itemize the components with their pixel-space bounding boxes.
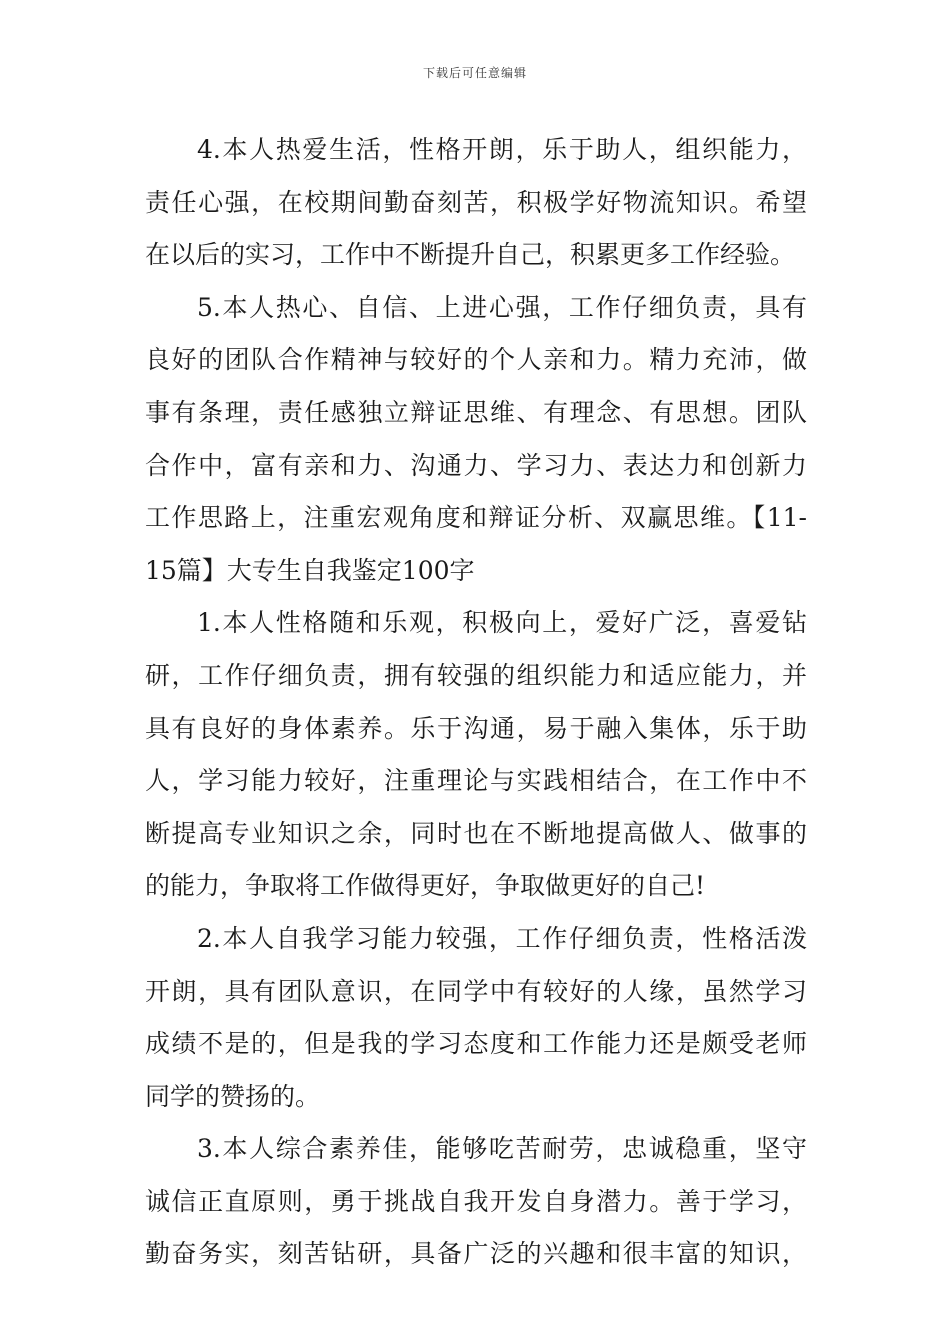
text-line: 诚信正直原则，勇于挑战自我开发自身潜力。善于学习， bbox=[145, 1186, 807, 1216]
text-line: 成绩不是的，但是我的学习态度和工作能力还是颇受老师 bbox=[145, 1029, 807, 1059]
text-line: 良好的团队合作精神与较好的个人亲和力。精力充沛，做 bbox=[145, 345, 807, 375]
text-line: 1.本人性格随和乐观，积极向上，爱好广泛，喜爱钻 bbox=[197, 608, 807, 638]
text-line: 人，学习能力较好，注重理论与实践相结合，在工作中不 bbox=[145, 766, 807, 796]
text-line: 事有条理，责任感独立辩证思维、有理念、有思想。团队 bbox=[145, 397, 807, 427]
text-line: 断提高专业知识之余，同时也在不断地提高做人、做事的 bbox=[145, 818, 807, 848]
text-line: 的能力，争取将工作做得更好，争取做更好的自己! bbox=[145, 871, 706, 901]
text-line: 工作思路上，注重宏观角度和辩证分析、双赢思维。【11- bbox=[145, 503, 807, 533]
header-note: 下载后可任意编辑 bbox=[422, 66, 527, 80]
text-line: 合作中，富有亲和力、沟通力、学习力、表达力和创新力 bbox=[145, 450, 807, 480]
document-body bbox=[145, 124, 807, 1281]
text-line: 责任心强，在校期间勤奋刻苦，积极学好物流知识。希望 bbox=[145, 187, 807, 217]
text-line: 具有良好的身体素养。乐于沟通，易于融入集体，乐于助 bbox=[145, 713, 807, 743]
text-line: 在以后的实习，工作中不断提升自己，积累更多工作经验。 bbox=[145, 240, 796, 270]
text-line: 勤奋务实，刻苦钻研，具备广泛的兴趣和很丰富的知识， bbox=[145, 1239, 807, 1269]
text-line: 开朗，具有团队意识，在同学中有较好的人缘，虽然学习 bbox=[145, 976, 807, 1006]
text-line: 2.本人自我学习能力较强，工作仔细负责，性格活泼 bbox=[197, 923, 807, 953]
text-line: 5.本人热心、自信、上进心强，工作仔细负责，具有 bbox=[197, 292, 807, 322]
text-line: 研，工作仔细负责，拥有较强的组织能力和适应能力，并 bbox=[145, 660, 807, 690]
text-line: 3.本人综合素养佳，能够吃苦耐劳，忠诚稳重，坚守 bbox=[197, 1134, 807, 1164]
text-line: 15篇】大专生自我鉴定100字 bbox=[145, 555, 475, 585]
text-line: 同学的赞扬的。 bbox=[145, 1081, 321, 1111]
text-line: 4.本人热爱生活，性格开朗，乐于助人，组织能力， bbox=[197, 135, 807, 164]
